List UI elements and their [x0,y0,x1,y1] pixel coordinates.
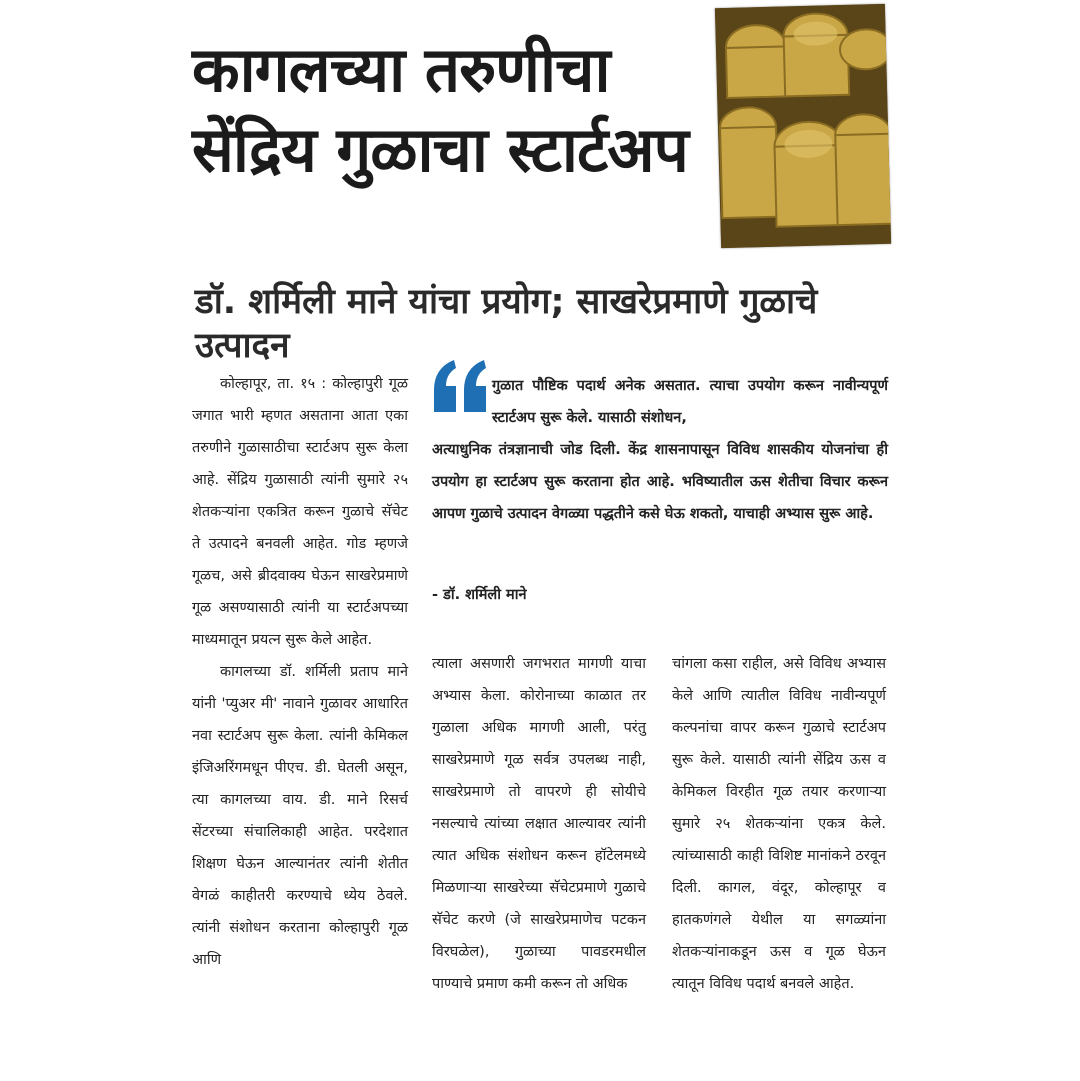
paragraph: त्याला असणारी जगभरात मागणी याचा अभ्यास केला. कोरोनाच्या काळात तर गुळाला अधिक मागणी आली, परंतु साखरेप्रमाणे गूळ सर्वत्र उपलब्ध नाही, साखरेप्रमाणे तो वापरणे ही सोयीचे नसल्याचे त्यांच्या लक्षात आल्यावर त्यांनी त्यात अधिक संशोधन करून हॉटेलमध्ये मिळणाऱ्या साखरेच्या सॅचेटप्रमाणे गुळाचे सॅचेट करणे (जे साखरेप्रमाणेच पटकन विरघळेल), गुळाच्या पावडरमधील पाण्याचे प्रमाण कमी करून तो अधिक [432,656,646,992]
subheadline: डॉ. शर्मिली माने यांचा प्रयोग; साखरेप्रमाणे गुळाचे उत्पादन [195,282,818,366]
article-column-1 [192,368,408,976]
headline: कागलच्या तरुणीचा सेंद्रिय गुळाचा स्टार्टअप [192,33,688,186]
paragraph: कागलच्या डॉ. शर्मिली प्रताप माने यांनी 'प्युअर मी' नावाने गुळावर आधारित नवा स्टार्टअप सुरू केला. त्यांनी केमिकल इंजिअरिंगमधून पीएच. डी. घेतली असून, त्या कागलच्या वाय. डी. माने रिसर्च सेंटरच्या संचालिकाही आहेत. परदेशात शिक्षण घेऊन आल्यानंतर त्यांनी शेतीत वेगळं काहीतरी करण्याचे ध्येय ठेवले. त्यांनी संशोधन करताना कोल्हापुरी गूळ आणि [192,664,408,968]
paragraph: चांगला कसा राहील, असे विविध अभ्यास केले आणि त्यातील विविध नावीन्यपूर्ण कल्पनांचा वापर करून गुळाचे स्टार्टअप सुरू केले. यासाठी त्यांनी सेंद्रिय ऊस व केमिकल विरहीत गूळ तयार करणाऱ्या सुमारे २५ शेतकऱ्यांना एकत्र केले. त्यांच्यासाठी काही विशिष्ट मानांकने ठरवून दिली. कागल, वंदूर, कोल्हापूर व हातकणंगले येथील या सगळ्यांना शेतकऱ्यांनाकडून ऊस व गूळ घेऊन त्यातून विविध पदार्थ बनवले आहेत. [672,656,886,992]
quote-body: अत्याधुनिक तंत्रज्ञानाची जोड दिली. केंद्र शासनापासून विविध शासकीय योजनांचा ही उपयोग हा स्टार्टअप सुरू करताना होत आहे. भविष्यातील ऊस शेतीचा विचार करून आपण गुळाचे उत्पादन वेगळ्या पद्धतीने कसे घेऊ शकतो, याचाही अभ्यास सुरू आहे. [432,442,888,522]
article-column-2 [432,648,646,1000]
quote-lead: गुळात पौष्टिक पदार्थ अनेक असतात. त्याचा उपयोग करून नावीन्यपूर्ण स्टार्टअप सुरू केले. यासाठी संशोधन, [492,378,888,426]
jaggery-photo [715,4,891,248]
quote-attribution: - डॉ. शर्मिली माने [432,587,527,603]
pull-quote [432,370,888,530]
paragraph: कोल्हापूर, ता. १५ : कोल्हापुरी गूळ जगात भारी म्हणत असताना आता एका तरुणीने गुळासाठीचा स्टार्टअप सुरू केला आहे. सेंद्रिय गुळासाठी त्यांनी सुमारे २५ शेतकऱ्यांना एकत्रित करून गुळाचे सॅचेट ते उत्पादने बनवली आहेत. गोड म्हणजे गूळच, असे ब्रीदवाक्य घेऊन साखरेप्रमाणे गूळ असण्यासाठी त्यांनी या स्टार्टअपच्या माध्यमातून प्रयत्न सुरू केले आहेत. [192,376,408,648]
article-column-3 [672,648,886,1000]
